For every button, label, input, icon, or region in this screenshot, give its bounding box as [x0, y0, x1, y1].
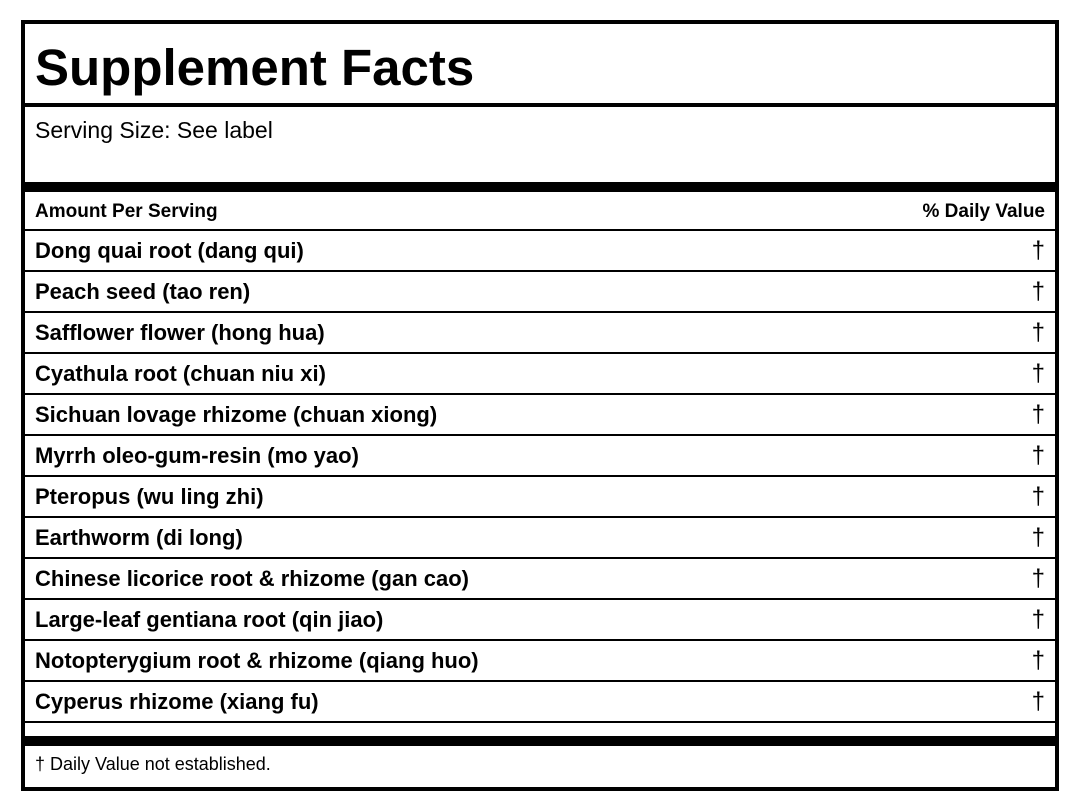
ingredient-row [25, 311, 1055, 352]
ingredient-name: Pteropus (wu ling zhi) [35, 484, 264, 509]
ingredient-row [25, 516, 1055, 557]
ingredient-row [25, 270, 1055, 311]
column-header [35, 196, 1045, 228]
ingredient-name: Safflower flower (hong hua) [35, 320, 325, 345]
daily-value-mark: † [1031, 360, 1045, 387]
daily-value-header: % Daily Value [922, 201, 1045, 222]
ingredient-row [25, 229, 1055, 270]
title-divider [25, 103, 1055, 107]
ingredient-row [25, 393, 1055, 434]
ingredient-name: Large-leaf gentiana root (qin jiao) [35, 607, 384, 632]
ingredient-name: Notopterygium root & rhizome (qiang huo) [35, 648, 479, 673]
daily-value-mark: † [1031, 524, 1045, 551]
ingredient-list [25, 229, 1055, 723]
footnote: † Daily Value not established. [35, 754, 271, 774]
ingredient-name: Chinese licorice root & rhizome (gan cao) [35, 566, 469, 591]
ingredient-name: Myrrh oleo-gum-resin (mo yao) [35, 443, 359, 468]
daily-value-mark: † [1031, 278, 1045, 305]
page-title: Supplement Facts [35, 39, 475, 96]
amount-per-serving-header: Amount Per Serving [35, 201, 218, 222]
ingredient-name: Peach seed (tao ren) [35, 279, 251, 304]
ingredient-row [25, 598, 1055, 639]
serving-size: Serving Size: See label [35, 117, 273, 143]
ingredient-name: Cyathula root (chuan niu xi) [35, 361, 326, 386]
ingredient-row [25, 639, 1055, 680]
thick-divider-bottom [25, 736, 1055, 746]
daily-value-mark: † [1031, 401, 1045, 428]
daily-value-mark: † [1031, 319, 1045, 346]
ingredient-name: Earthworm (di long) [35, 525, 243, 550]
ingredient-row [25, 475, 1055, 516]
thick-divider-top [25, 182, 1055, 192]
daily-value-mark: † [1031, 442, 1045, 469]
daily-value-mark: † [1031, 483, 1045, 510]
ingredient-row [25, 434, 1055, 475]
ingredient-row [25, 352, 1055, 393]
ingredient-name: Cyperus rhizome (xiang fu) [35, 689, 319, 714]
supplement-facts-panel [21, 20, 1059, 791]
daily-value-mark: † [1031, 688, 1045, 715]
ingredient-row [25, 680, 1055, 723]
daily-value-mark: † [1031, 606, 1045, 633]
ingredient-name: Dong quai root (dang qui) [35, 238, 304, 263]
daily-value-mark: † [1031, 565, 1045, 592]
ingredient-row [25, 557, 1055, 598]
daily-value-mark: † [1031, 647, 1045, 674]
daily-value-mark: † [1031, 237, 1045, 264]
ingredient-name: Sichuan lovage rhizome (chuan xiong) [35, 402, 438, 427]
